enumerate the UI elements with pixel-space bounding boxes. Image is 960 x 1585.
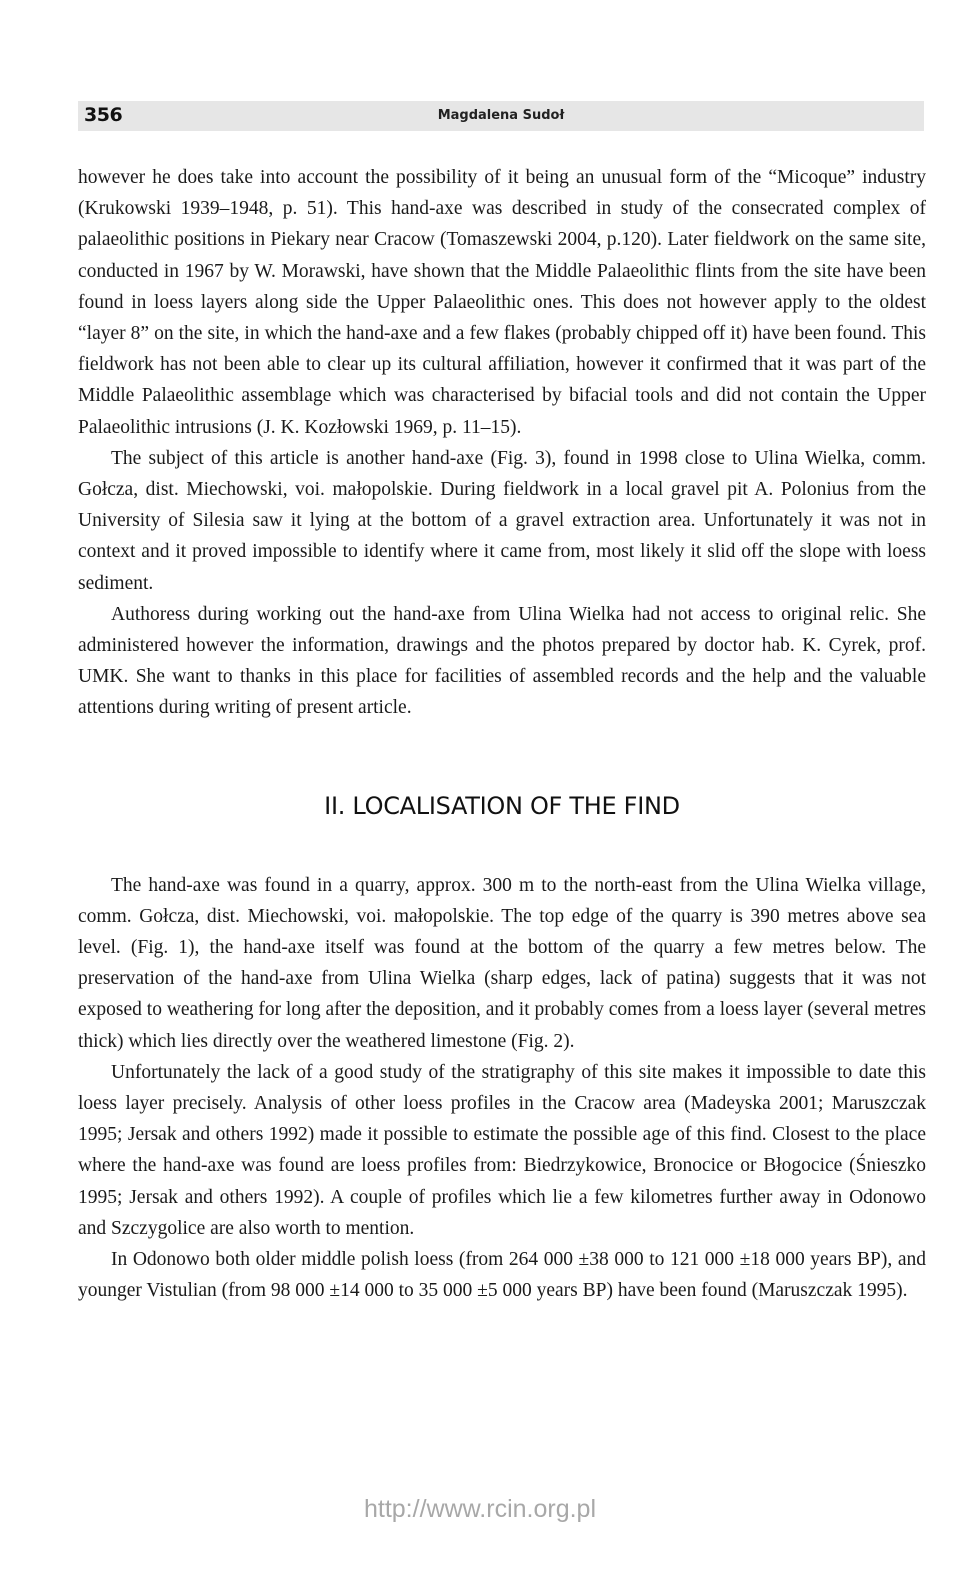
paragraph: Authoress during working out the hand-axe from Ulina Wielka had not access to original relic. She administered however the information, drawings and the photos prepared by doctor hab. K. Cyrek, prof. UMK. She want to thanks in this place for facilities of assembled records and the help and the valuable attentions during writing of present article. bbox=[78, 603, 926, 719]
source-url-watermark: http://www.rcin.org.pl bbox=[363, 1495, 597, 1523]
article-body bbox=[78, 162, 926, 1307]
section-heading: II. LOCALISATION OF THE FIND bbox=[324, 791, 680, 820]
page-number: 356 bbox=[84, 104, 123, 126]
paragraph: however he does take into account the possibility of it being an unusual form of the “Micoque” industry (Krukowski 1939–1948, p. 51). This hand-axe was described in study of the consecrated complex of palaeolithic positions in Piekary near Cracow (Tomaszewski 2004, p.120). Later fieldwork on the same site, conducted in 1967 by W. Morawski, have shown that the Middle Palaeolithic flints from the site have been found in loess layers along side the Upper Palaeolithic ones. This does not however apply to the oldest “layer 8” on the site, in which the hand-axe and a few flakes (probably chipped off it) have been found. This fieldwork has not been able to clear up its cultural affiliation, however it confirmed that it was part of the Middle Palaeolithic assemblage which was characterised by bifacial tools and did not contain the Upper Palaeolithic intrusions (J. K. Kozłowski 1969, p. 11–15). bbox=[78, 167, 926, 438]
paragraph: Unfortunately the lack of a good study of the stratigraphy of this site makes it impossible to date this loess layer precisely. Analysis of other loess profiles in the Cracow area (Madeyska 2001; Maruszczak 1995; Jersak and others 1992) made it possible to estimate the possible age of this find. Closest to the place where the hand-axe was found are loess profiles from: Biedrzykowice, Bronocice or Błogocice (Śnieszko 1995; Jersak and others 1992). A couple of profiles which lie a few kilometres further away in Odonowo and Szczygolice are also worth to mention. bbox=[78, 1061, 926, 1239]
paragraph: In Odonowo both older middle polish loess (from 264 000 ±38 000 to 121 000 ±18 000 years BP), and younger Vistulian (from 98 000 ±14 000 to 35 000 ±5 000 years BP) have been found (Maruszczak 1995). bbox=[78, 1249, 926, 1302]
running-header bbox=[78, 101, 924, 131]
running-head-author: Magdalena Sudoł bbox=[437, 108, 565, 123]
paragraph: The subject of this article is another hand-axe (Fig. 3), found in 1998 close to Ulina Wielka, comm. Gołcza, dist. Miechowski, voi. małopolskie. During fieldwork in a local gravel pit A. Polonius from the University of Silesia saw it lying at the bottom of a gravel extraction area. Unfortunately it was not in context and it proved impossible to identify where it came from, most likely it slid off the slope with loess sediment. bbox=[78, 447, 926, 594]
paragraph: The hand-axe was found in a quarry, approx. 300 m to the north-east from the Ulina Wielka village, comm. Gołcza, dist. Miechowski, voi. małopolskie. The top edge of the quarry is 390 metres above sea level. (Fig. 1), the hand-axe itself was found at the bottom of the quarry a few metres below. The preservation of the hand-axe from Ulina Wielka (sharp edges, lack of patina) suggests that it was not exposed to weathering for long after the deposition, and it probably comes from a loess layer (several metres thick) which lies directly over the weathered limestone (Fig. 2). bbox=[78, 874, 926, 1052]
